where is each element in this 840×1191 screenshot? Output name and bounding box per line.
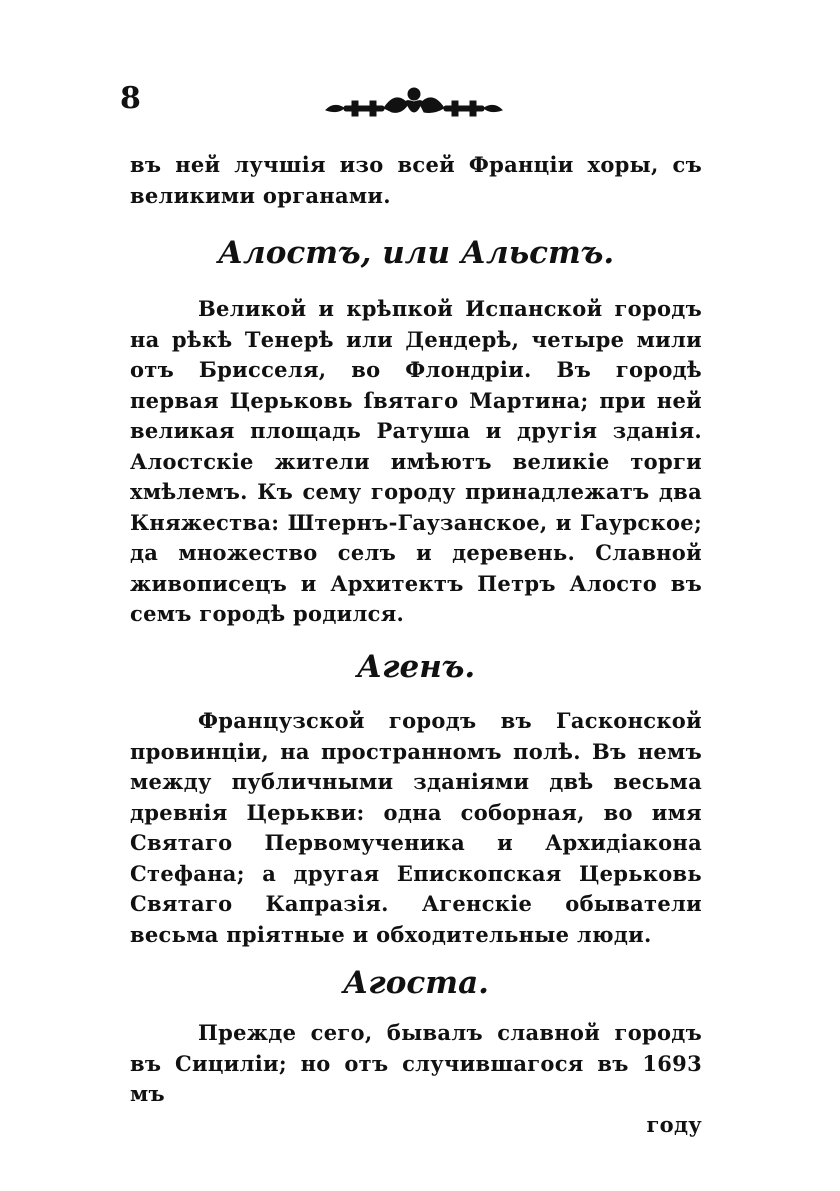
entry-heading-alost: Алостъ, или Альстъ. — [217, 235, 615, 271]
decorative-ornament-icon — [322, 84, 506, 124]
page-number: 8 — [120, 81, 141, 116]
entry-body-agosta: Прежде сего, бывалъ славной городъ въ Сициліи; но отъ случившагося въ 1693 мъ — [130, 1020, 702, 1106]
entry-heading-agosta: Агоста. — [343, 965, 489, 1001]
continuation-paragraph: въ ней лучшія изо всей Франціи хоры, съ великими органами. — [130, 152, 702, 208]
entry-body-alost: Великой и крѣпкой Испанской городъ на рѣкѣ Тенерѣ или Дендерѣ, четыре мили отъ Брисселя, во Флондріи. Въ городѣ первая Церьковь ſвятаго Мартина; при ней великая площадь Ратуша и другія зданія. Алостскіе жители имѣютъ великіе торги хмѣлемъ. Къ сему городу принадлежатъ два Княжества: Штернъ-Гаузанское, и Гаурское; да множество селъ и деревень. Славной живописецъ и Архитектъ Петръ Алосто въ семъ городѣ родился. — [130, 296, 702, 626]
entry-agosta — [130, 1018, 702, 1140]
entry-body-agen: Французской городъ въ Гасконской провинціи, на пространномъ полѣ. Въ немъ между публичными зданіями двѣ весьма древнія Церькви: одна соборная, во имя Святаго Первомученика и Архидіакона Стефана; а другая Епископская Церьковь Святаго Капразія. Агенскіе обыватели весьма пріятные и обходительные люди. — [130, 708, 702, 947]
entry-heading-agen: Агенъ. — [356, 649, 476, 685]
entry-body-agosta-last-line: году — [646, 1111, 702, 1137]
